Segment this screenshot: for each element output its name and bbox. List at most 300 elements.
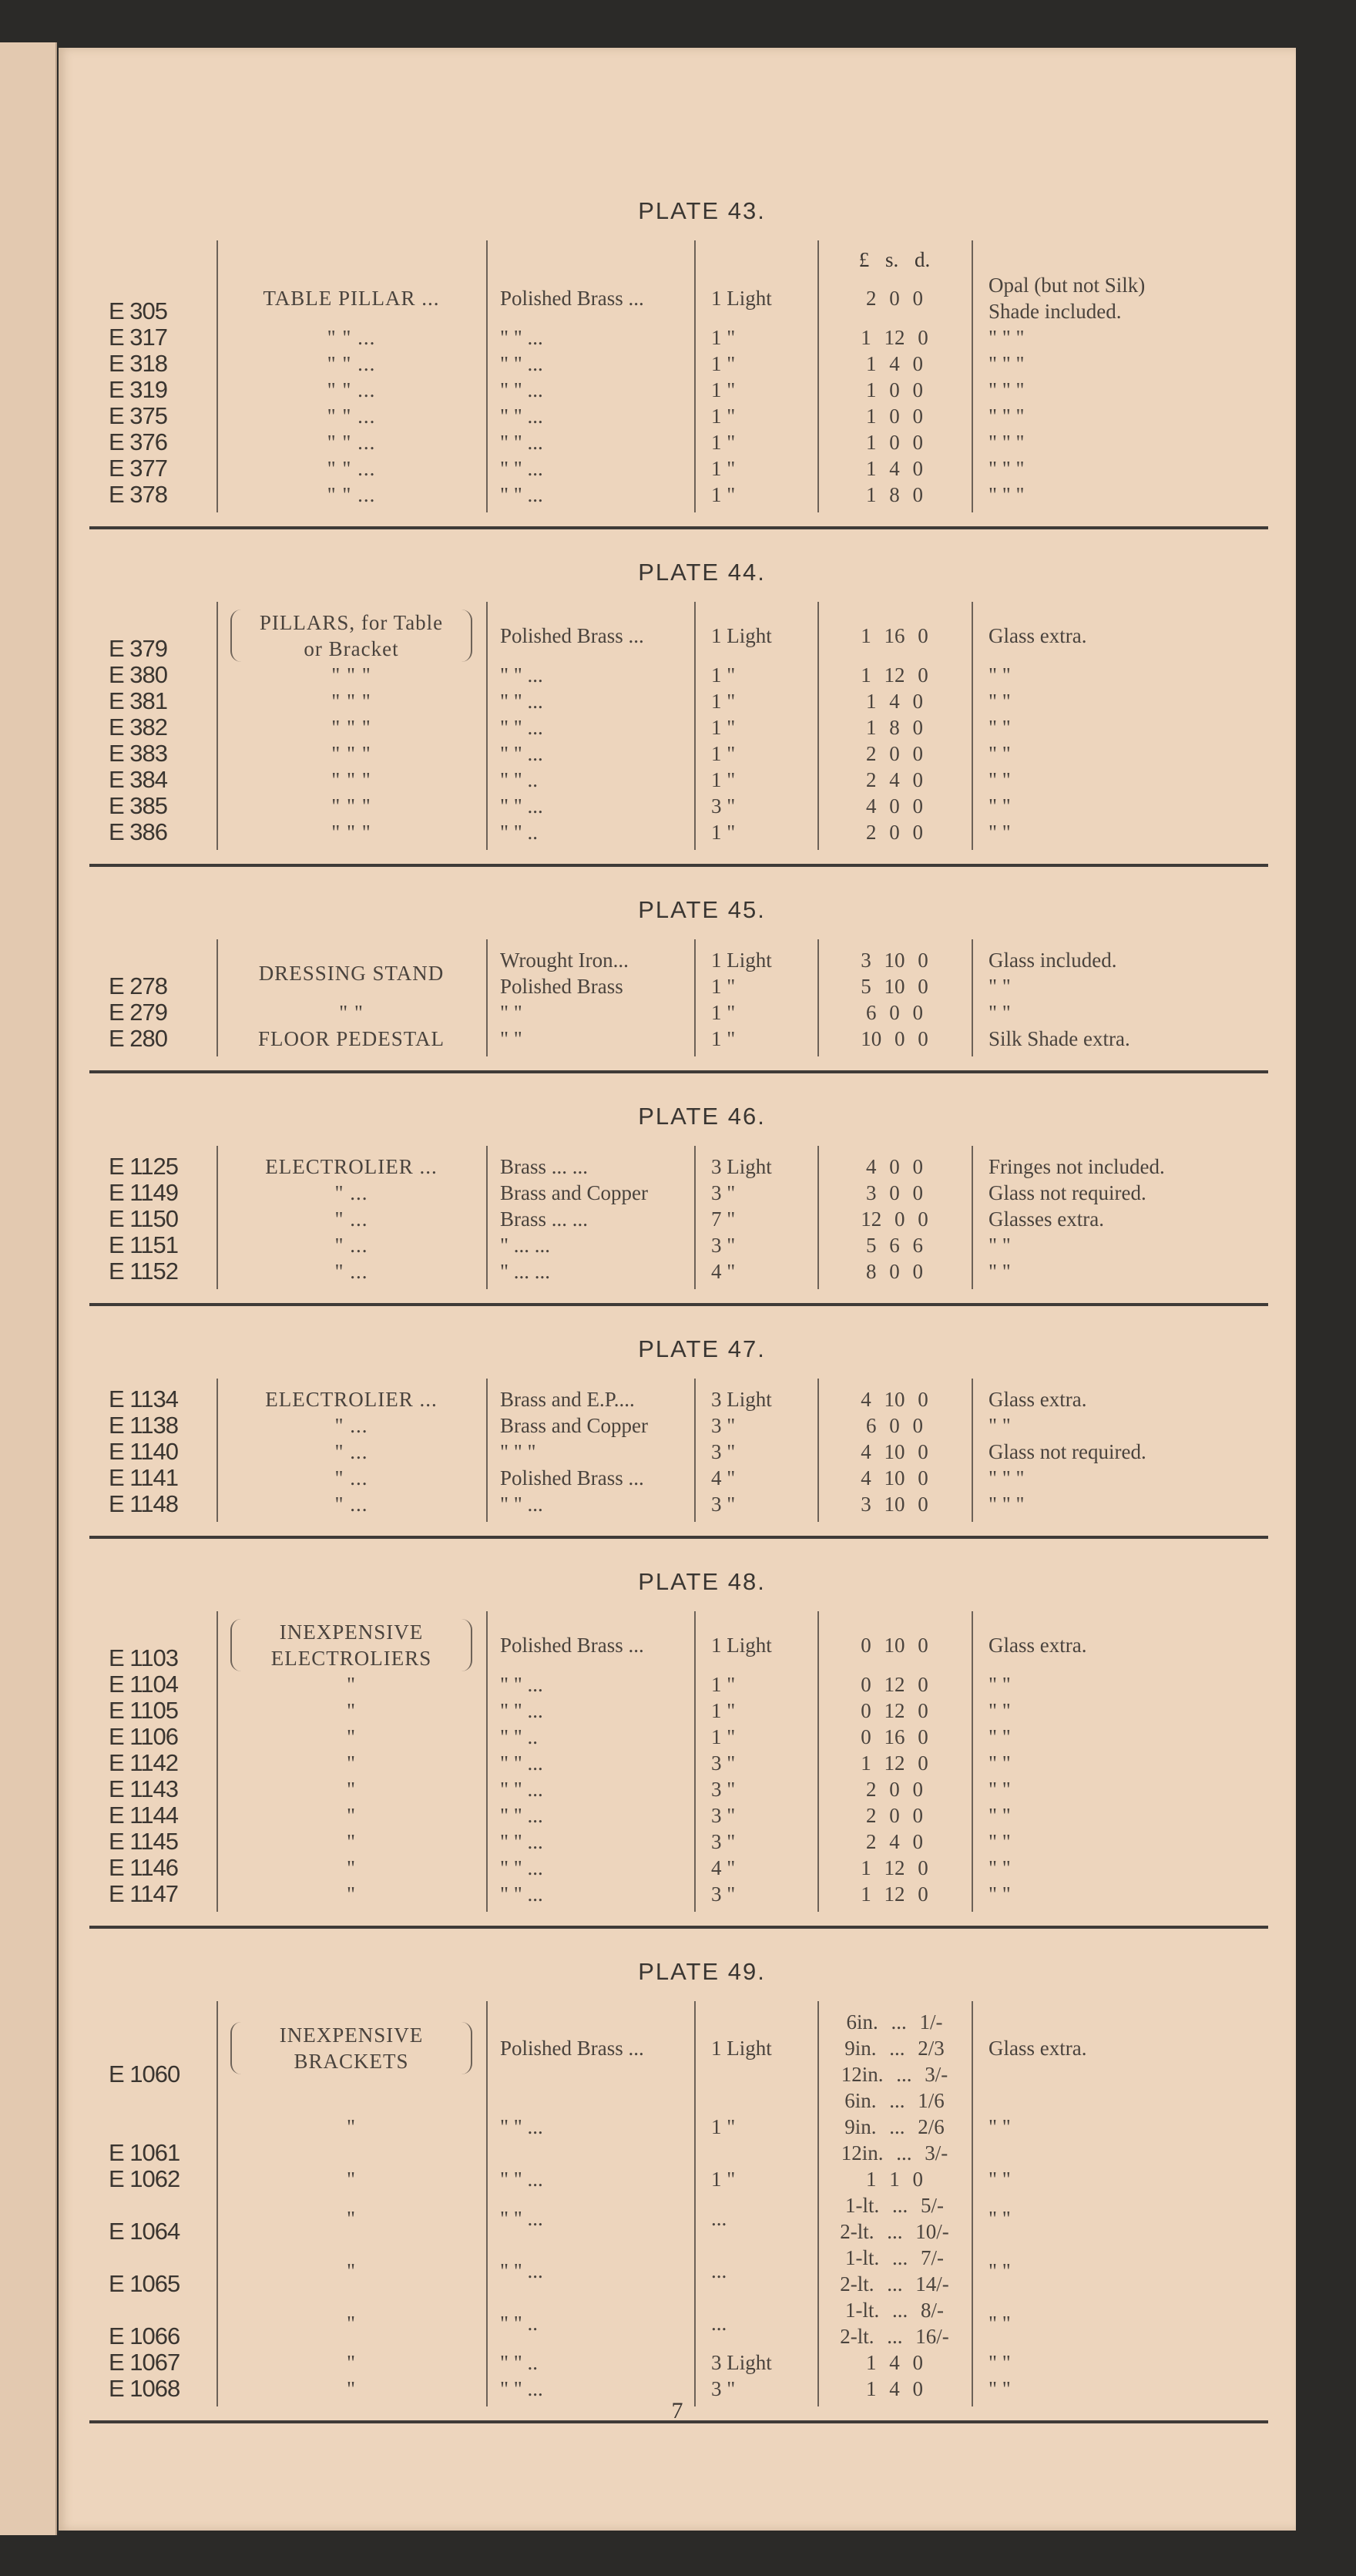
material-line: " " .. — [500, 821, 539, 844]
price-cell — [817, 2087, 972, 2166]
lights-line: 3 " — [711, 1234, 736, 1257]
table-row — [89, 1386, 1268, 1412]
description-cell — [216, 1776, 486, 1802]
remark-cell — [972, 1829, 1233, 1855]
material-lines — [500, 688, 694, 714]
table-row — [89, 1698, 1268, 1724]
remark-lines — [988, 1750, 1233, 1776]
lights-cell — [694, 285, 817, 311]
price-line: 12in. ... 3/- — [841, 2063, 948, 2086]
price-cell — [817, 1465, 972, 1491]
column-divider — [817, 240, 819, 512]
table-row — [89, 2245, 1268, 2297]
material-line: " " ... — [500, 2115, 543, 2138]
description-line: " " ... — [327, 326, 376, 349]
lights-line: 1 Light — [711, 624, 772, 647]
remark-lines — [988, 1881, 1233, 1907]
price-cell — [817, 1154, 972, 1180]
table-row — [89, 377, 1268, 403]
price-lines — [817, 1632, 972, 1658]
description-cell — [216, 324, 486, 351]
lights-cell — [694, 2310, 817, 2336]
column-divider — [216, 1146, 218, 1289]
remark-lines — [988, 324, 1233, 351]
description-line: " ... — [334, 1493, 368, 1516]
material-line: " " " — [500, 1440, 536, 1463]
lights-cell — [694, 2114, 817, 2140]
lights-cell — [694, 2035, 817, 2061]
material-lines — [500, 623, 694, 649]
column-divider — [817, 602, 819, 850]
remark-lines — [988, 1491, 1233, 1517]
remark-lines — [988, 272, 1233, 324]
description-cell — [216, 403, 486, 429]
price-lines — [817, 1026, 972, 1052]
price-line: 1-lt. ... 7/- — [845, 2246, 944, 2269]
lights-cell — [694, 662, 817, 688]
lights-cell — [694, 482, 817, 508]
remark-line: Silk Shade extra. — [988, 1027, 1130, 1050]
description-cell — [216, 741, 486, 767]
description-cell — [216, 767, 486, 793]
plate-section — [89, 1332, 1268, 1539]
remark-lines — [988, 1465, 1233, 1491]
remark-cell — [972, 1154, 1233, 1180]
price-cell — [817, 1881, 972, 1907]
price-cell — [817, 1412, 972, 1439]
lights-cell — [694, 324, 817, 351]
table-row — [89, 1154, 1268, 1180]
price-cell — [817, 1698, 972, 1724]
description-cell — [216, 1855, 486, 1881]
price-cell — [817, 1632, 972, 1658]
price-line: 2 0 0 — [866, 742, 923, 765]
table-row — [89, 403, 1268, 429]
description-cell — [216, 429, 486, 455]
item-code-cell: E 1143 — [109, 1775, 178, 1802]
lights-cell — [694, 1855, 817, 1881]
table-row — [89, 1465, 1268, 1491]
item-code-cell: E 1062 — [109, 2165, 180, 2192]
description-lines — [216, 714, 486, 741]
price-lines — [817, 741, 972, 767]
item-code-cell: E 378 — [109, 481, 168, 508]
material-lines — [500, 1258, 694, 1285]
lights-cell — [694, 429, 817, 455]
material-line: " " ... — [500, 690, 543, 713]
lights-cell — [694, 2166, 817, 2192]
description-lines — [216, 324, 486, 351]
material-lines — [500, 2114, 694, 2140]
item-code-cell: E 1144 — [109, 1802, 178, 1829]
table-row — [89, 351, 1268, 377]
section-rule — [89, 1926, 1268, 1929]
remark-line: " " — [988, 2168, 1011, 2191]
price-lines — [817, 324, 972, 351]
description-line: " ... — [334, 1234, 368, 1257]
lights-line: 3 " — [711, 1414, 736, 1437]
price-cell — [817, 285, 972, 311]
remark-lines — [988, 1439, 1233, 1465]
material-line: " " ... — [500, 716, 543, 739]
price-cell — [817, 482, 972, 508]
description-lines — [216, 403, 486, 429]
table-row — [89, 2009, 1268, 2087]
remark-lines — [988, 947, 1233, 999]
description-line: " — [346, 1725, 357, 1748]
price-lines — [817, 662, 972, 688]
table-row — [89, 482, 1268, 508]
lights-cell — [694, 1724, 817, 1750]
description-line: " — [346, 1856, 357, 1879]
remark-line: " " " — [988, 457, 1025, 480]
section-rule — [89, 526, 1268, 529]
price-lines — [817, 793, 972, 819]
description-cell — [216, 999, 486, 1026]
material-lines — [500, 767, 694, 793]
remark-lines — [988, 455, 1233, 482]
remark-lines — [988, 1180, 1233, 1206]
lights-line: 1 " — [711, 1725, 736, 1748]
price-cell — [817, 1829, 972, 1855]
material-cell — [486, 1671, 694, 1698]
lights-cell — [694, 741, 817, 767]
price-line: 0 16 0 — [861, 1725, 928, 1748]
remark-line: " " " — [988, 352, 1025, 375]
description-line: " " " — [331, 716, 371, 739]
description-cell — [216, 662, 486, 688]
description-lines — [216, 2114, 486, 2140]
column-divider — [486, 1146, 488, 1289]
remark-lines — [988, 2258, 1233, 2284]
lights-cell — [694, 714, 817, 741]
price-line: 1 16 0 — [861, 624, 928, 647]
price-cell — [817, 623, 972, 649]
plate-title: PLATE 43. — [638, 197, 766, 224]
remark-line: " " — [988, 2312, 1011, 2335]
material-line: " " — [500, 1001, 522, 1024]
description-lines — [216, 1465, 486, 1491]
table-row — [89, 1258, 1268, 1285]
material-cell — [486, 1154, 694, 1180]
lights-lines — [711, 623, 817, 649]
item-code-cell: E 317 — [109, 324, 168, 351]
lights-line: 1 " — [711, 352, 736, 375]
material-cell — [486, 1802, 694, 1829]
price-line: 2 0 0 — [866, 1804, 923, 1827]
description-cell — [216, 1026, 486, 1052]
lights-line: 3 " — [711, 1804, 736, 1827]
lights-lines — [711, 714, 817, 741]
braced-group — [230, 610, 472, 662]
price-cell — [817, 1491, 972, 1517]
description-line: " ... — [334, 1181, 368, 1204]
price-line: 2-lt. ... 10/- — [840, 2220, 949, 2243]
material-line: " " ... — [500, 1699, 543, 1722]
spacer — [694, 248, 817, 272]
remark-lines — [988, 1154, 1233, 1180]
plate-table — [89, 1386, 1268, 1517]
remark-lines — [988, 767, 1233, 793]
description-line: DRESSING STAND — [258, 962, 445, 985]
lights-cell — [694, 1829, 817, 1855]
material-cell — [486, 2205, 694, 2232]
material-line: " " ... — [500, 326, 543, 349]
lights-lines — [711, 1232, 817, 1258]
remark-cell — [972, 2258, 1233, 2284]
remark-lines — [988, 377, 1233, 403]
table-row — [89, 662, 1268, 688]
table-row — [89, 999, 1268, 1026]
price-lines — [817, 1829, 972, 1855]
lights-cell — [694, 1026, 817, 1052]
remark-cell — [972, 662, 1233, 688]
section-rule — [89, 1070, 1268, 1073]
price-cell — [817, 351, 972, 377]
lights-cell — [694, 1698, 817, 1724]
remark-line: " " " — [988, 1493, 1025, 1516]
material-cell — [486, 623, 694, 649]
section-rule — [89, 1303, 1268, 1306]
price-lines — [817, 714, 972, 741]
remark-line: " " — [988, 821, 1011, 844]
description-line: PILLARS, for Table — [259, 611, 444, 634]
remark-line: " " — [988, 716, 1011, 739]
description-cell — [216, 610, 486, 662]
item-code-cell: E 383 — [109, 740, 168, 767]
table-row — [89, 793, 1268, 819]
lights-line: 1 " — [711, 690, 736, 713]
column-divider — [817, 939, 819, 1056]
remark-lines — [988, 1671, 1233, 1698]
description-cell — [216, 1619, 486, 1671]
material-cell — [486, 324, 694, 351]
remark-cell — [972, 482, 1233, 508]
description-cell — [216, 351, 486, 377]
material-line: " ... ... — [500, 1260, 551, 1283]
material-lines — [500, 1491, 694, 1517]
material-line: Brass ... ... — [500, 1155, 588, 1178]
material-cell — [486, 1180, 694, 1206]
description-lines — [216, 1855, 486, 1881]
item-code-cell: E 375 — [109, 402, 168, 429]
material-line: Wrought Iron... — [500, 949, 629, 972]
description-lines — [216, 741, 486, 767]
remark-cell — [972, 714, 1233, 741]
material-line: " " ... — [500, 483, 543, 506]
lights-line: 1 " — [711, 742, 736, 765]
description-cell — [216, 1439, 486, 1465]
lights-lines — [711, 947, 817, 999]
item-code-cell: E 278 — [109, 972, 168, 999]
table-row — [89, 610, 1268, 662]
lights-line: 7 " — [711, 1207, 736, 1231]
description-cell — [216, 1750, 486, 1776]
remark-line: " " — [988, 768, 1011, 791]
lights-line: 3 " — [711, 2377, 736, 2400]
remark-lines — [988, 793, 1233, 819]
table-row — [89, 2087, 1268, 2166]
remark-cell — [972, 1232, 1233, 1258]
description-lines — [216, 455, 486, 482]
item-code-cell: E 1061 — [109, 2139, 180, 2166]
description-line: or Bracket — [304, 637, 399, 660]
price-line: 8 0 0 — [866, 1260, 923, 1283]
item-code-cell: E 382 — [109, 714, 168, 741]
column-divider — [486, 939, 488, 1056]
description-cell — [216, 482, 486, 508]
table-row — [89, 1881, 1268, 1907]
description-lines — [216, 1724, 486, 1750]
price-cell — [817, 1750, 972, 1776]
price-cell — [817, 662, 972, 688]
description-line: " — [346, 2377, 357, 2400]
table-row — [89, 1412, 1268, 1439]
material-lines — [500, 455, 694, 482]
remark-lines — [988, 1206, 1233, 1232]
lights-line: 3 " — [711, 1882, 736, 1906]
price-cell — [817, 1855, 972, 1881]
price-line: 1 8 0 — [866, 483, 923, 506]
price-lines — [817, 1232, 972, 1258]
price-lines — [817, 2192, 972, 2245]
material-lines — [500, 1465, 694, 1491]
material-lines — [500, 741, 694, 767]
lights-lines — [711, 2258, 817, 2284]
description-line: " " " — [331, 821, 371, 844]
material-line: " " ... — [500, 2259, 543, 2282]
spacer — [972, 248, 1233, 272]
remark-line: Glass not required. — [988, 1181, 1146, 1204]
material-line: " " ... — [500, 663, 543, 687]
table-row — [89, 1026, 1268, 1052]
remark-cell — [972, 1750, 1233, 1776]
price-line: 1 1 0 — [866, 2168, 923, 2191]
lights-cell — [694, 2349, 817, 2376]
remark-line: " " — [988, 1830, 1011, 1853]
material-line: " " ... — [500, 1673, 543, 1696]
price-lines — [817, 429, 972, 455]
lights-line: 1 Light — [711, 2037, 772, 2060]
material-line: " " ... — [500, 457, 543, 480]
remark-lines — [988, 1829, 1233, 1855]
description-lines — [216, 1881, 486, 1907]
lights-lines — [711, 2035, 817, 2061]
description-cell — [216, 2166, 486, 2192]
description-line: " " ... — [327, 378, 376, 401]
lights-lines — [711, 741, 817, 767]
table-row — [89, 1439, 1268, 1465]
price-line: 1 0 0 — [866, 378, 923, 401]
item-code-cell: E 318 — [109, 350, 168, 377]
material-lines — [500, 1632, 694, 1658]
material-cell — [486, 2114, 694, 2140]
material-cell — [486, 285, 694, 311]
material-cell — [486, 662, 694, 688]
remark-line: " " " — [988, 326, 1025, 349]
material-line: " " ... — [500, 405, 543, 428]
remark-cell — [972, 1465, 1233, 1491]
braced-group — [230, 1619, 472, 1671]
lights-cell — [694, 623, 817, 649]
column-divider — [216, 240, 218, 512]
material-cell — [486, 1724, 694, 1750]
price-line: 4 10 0 — [861, 1388, 928, 1411]
price-line: 3 0 0 — [866, 1181, 923, 1204]
description-cell — [216, 1724, 486, 1750]
price-line: 1 4 0 — [866, 2377, 923, 2400]
item-code-cell: E 1065 — [109, 2270, 180, 2297]
material-line: Polished Brass ... — [500, 287, 644, 310]
price-cell — [817, 947, 972, 999]
price-cell — [817, 1802, 972, 1829]
table-row — [89, 1829, 1268, 1855]
material-line: " " .. — [500, 768, 539, 791]
material-line: " " ... — [500, 1882, 543, 1906]
material-lines — [500, 1724, 694, 1750]
price-cell — [817, 999, 972, 1026]
lights-lines — [711, 793, 817, 819]
braced-group — [230, 2022, 472, 2074]
price-lines — [817, 2297, 972, 2349]
remark-cell — [972, 1026, 1233, 1052]
remark-line: Glass extra. — [988, 624, 1087, 647]
description-lines — [216, 793, 486, 819]
price-cell — [817, 2192, 972, 2245]
price-cell — [817, 1026, 972, 1052]
description-line: " — [346, 2168, 357, 2191]
material-lines — [500, 1206, 694, 1232]
material-cell — [486, 1258, 694, 1285]
price-lines — [817, 688, 972, 714]
description-cell — [216, 819, 486, 845]
lights-line: 1 " — [711, 975, 736, 998]
description-lines — [216, 1439, 486, 1465]
material-cell — [486, 1232, 694, 1258]
plate-section — [89, 1100, 1268, 1306]
material-cell — [486, 2349, 694, 2376]
description-cell — [216, 1386, 486, 1412]
material-line: " " .. — [500, 2351, 539, 2374]
description-cell — [216, 455, 486, 482]
price-line: 1 4 0 — [866, 2351, 923, 2374]
description-lines — [216, 819, 486, 845]
description-lines — [216, 2310, 486, 2336]
remark-line: " " — [988, 2207, 1011, 2230]
lights-line: 3 Light — [711, 2351, 772, 2374]
item-code-cell: E 1138 — [109, 1412, 178, 1439]
plate-section — [89, 1955, 1268, 2423]
material-lines — [500, 1698, 694, 1724]
table-row — [89, 1180, 1268, 1206]
description-cell — [216, 960, 486, 986]
lights-lines — [711, 1698, 817, 1724]
item-code-cell: E 381 — [109, 687, 168, 714]
price-lines — [817, 1802, 972, 1829]
description-line: ELECTROLIERS — [270, 1647, 432, 1670]
lights-line: 1 " — [711, 663, 736, 687]
item-code-cell: E 1106 — [109, 1723, 178, 1750]
description-cell — [216, 2022, 486, 2074]
price-cell — [817, 377, 972, 403]
description-line: " — [346, 1830, 357, 1853]
price-lines — [817, 1671, 972, 1698]
remark-lines — [988, 623, 1233, 649]
lights-lines — [711, 1154, 817, 1180]
price-line: 2-lt. ... 16/- — [840, 2325, 949, 2348]
lights-lines — [711, 1026, 817, 1052]
description-cell — [216, 285, 486, 311]
